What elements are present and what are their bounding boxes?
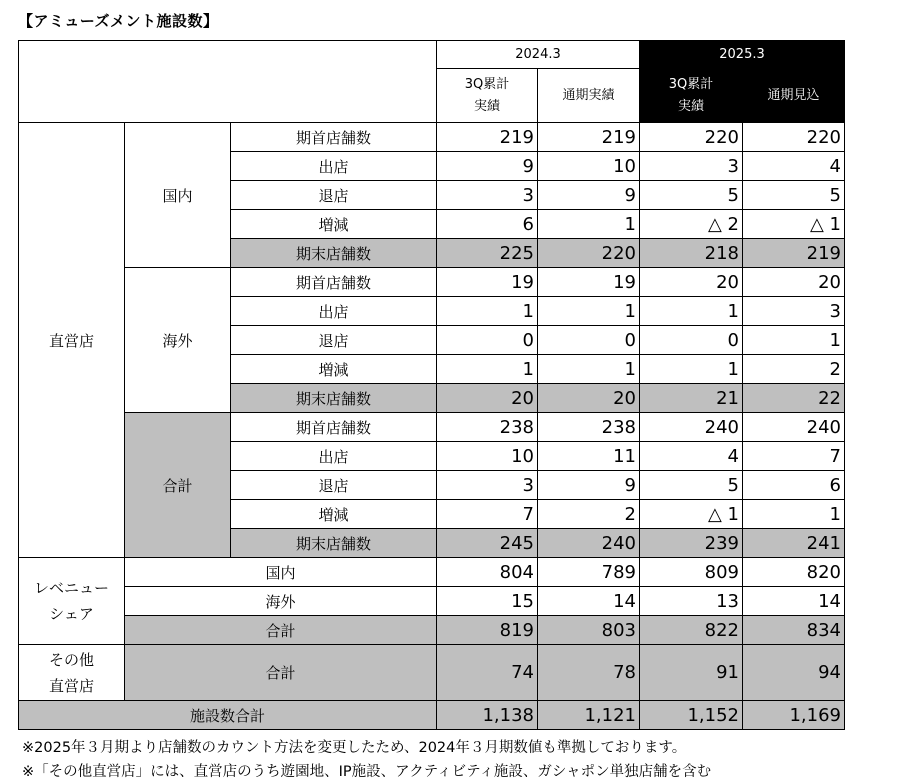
cell: 0 [538,326,640,355]
header-fy2024: 2024.3 [437,41,640,69]
cell: 91 [640,645,743,701]
cell: 240 [640,413,743,442]
row-label: 出店 [231,152,437,181]
table-row [19,268,845,297]
cell: 20 [538,384,640,413]
cell: 1 [437,297,538,326]
header-2024-full-actual: 通期実績 [538,69,640,123]
group-direct: 直営店 [19,123,125,558]
cell: 789 [538,558,640,587]
cell: 20 [437,384,538,413]
cell: △ 1 [640,500,743,529]
cell: 218 [640,239,743,268]
group-revenue-share: レベニュー シェア [19,558,125,645]
row-label: 期末店舗数 [231,384,437,413]
table-row [19,645,845,701]
cell: 9 [538,181,640,210]
cell: 6 [437,210,538,239]
cell: 219 [437,123,538,152]
cell: 238 [437,413,538,442]
row-label: 期首店舗数 [231,268,437,297]
cell: 15 [437,587,538,616]
cell: 803 [538,616,640,645]
cell: 7 [437,500,538,529]
row-label: 国内 [125,558,437,587]
cell: 19 [437,268,538,297]
cell: 1,152 [640,701,743,730]
cell: 225 [437,239,538,268]
cell: 220 [743,123,845,152]
cell: 1 [640,355,743,384]
group-overseas: 海外 [125,268,231,413]
cell: 1 [743,500,845,529]
cell: 1 [743,326,845,355]
cell: 219 [538,123,640,152]
cell: 19 [538,268,640,297]
table-row [19,123,845,152]
cell: 3 [743,297,845,326]
cell: 74 [437,645,538,701]
page-title: 【アミューズメント施設数】 [18,12,219,30]
cell: 220 [538,239,640,268]
footnote: ※2025年３月期より店舗数のカウント方法を変更したため、2024年３月期数値も準拠しております。 [22,740,687,756]
cell: 2 [743,355,845,384]
cell: 240 [538,529,640,558]
cell: 10 [437,442,538,471]
cell: 3 [437,181,538,210]
cell: 21 [640,384,743,413]
cell: 14 [538,587,640,616]
cell: 7 [743,442,845,471]
row-label: 退店 [231,471,437,500]
cell: △ 1 [743,210,845,239]
table-row [19,616,845,645]
cell: 245 [437,529,538,558]
facility-count-table [18,40,845,730]
row-label: 期首店舗数 [231,123,437,152]
group-other-direct: その他 直営店 [19,645,125,701]
cell: 2 [538,500,640,529]
cell: 9 [437,152,538,181]
cell: 822 [640,616,743,645]
row-label: 増減 [231,210,437,239]
cell: △ 2 [640,210,743,239]
footnotes [22,736,711,784]
cell: 239 [640,529,743,558]
row-label: 合計 [125,616,437,645]
row-label: 期末店舗数 [231,529,437,558]
cell: 4 [743,152,845,181]
cell: 13 [640,587,743,616]
grand-total-label: 施設数合計 [19,701,437,730]
row-label: 期末店舗数 [231,239,437,268]
cell: 220 [640,123,743,152]
cell: 20 [743,268,845,297]
cell: 20 [640,268,743,297]
header-blank [19,41,437,123]
cell: 14 [743,587,845,616]
header-fy2025: 2025.3 [640,41,845,69]
cell: 1 [538,355,640,384]
row-label: 退店 [231,326,437,355]
cell: 6 [743,471,845,500]
cell: 1,138 [437,701,538,730]
table-row [19,413,845,442]
cell: 0 [437,326,538,355]
table-row [19,558,845,587]
cell: 1 [538,210,640,239]
row-label: 期首店舗数 [231,413,437,442]
cell: 5 [743,181,845,210]
cell: 820 [743,558,845,587]
cell: 219 [743,239,845,268]
cell: 819 [437,616,538,645]
cell: 834 [743,616,845,645]
row-label: 出店 [231,442,437,471]
row-label: 海外 [125,587,437,616]
cell: 1 [640,297,743,326]
cell: 5 [640,471,743,500]
cell: 10 [538,152,640,181]
header-2025-full-forecast: 通期見込 [743,69,845,123]
cell: 5 [640,181,743,210]
cell: 241 [743,529,845,558]
cell: 1,169 [743,701,845,730]
row-label: 増減 [231,355,437,384]
cell: 240 [743,413,845,442]
cell: 11 [538,442,640,471]
cell: 238 [538,413,640,442]
table-row [19,587,845,616]
row-label: 合計 [125,645,437,701]
footnote: ※「その他直営店」には、直営店のうち遊園地、IP施設、アクティビティ施設、ガシャポン単独店舗を含む [22,764,712,780]
cell: 4 [640,442,743,471]
group-total: 合計 [125,413,231,558]
cell: 22 [743,384,845,413]
row-label: 退店 [231,181,437,210]
cell: 809 [640,558,743,587]
group-domestic: 国内 [125,123,231,268]
cell: 3 [437,471,538,500]
cell: 9 [538,471,640,500]
table-row [19,701,845,730]
cell: 1 [437,355,538,384]
cell: 78 [538,645,640,701]
cell: 804 [437,558,538,587]
header-2025-3q: 3Q累計 実績 [640,69,743,123]
row-label: 増減 [231,500,437,529]
cell: 94 [743,645,845,701]
cell: 1,121 [538,701,640,730]
cell: 1 [538,297,640,326]
cell: 3 [640,152,743,181]
row-label: 出店 [231,297,437,326]
cell: 0 [640,326,743,355]
header-2024-3q: 3Q累計 実績 [437,69,538,123]
